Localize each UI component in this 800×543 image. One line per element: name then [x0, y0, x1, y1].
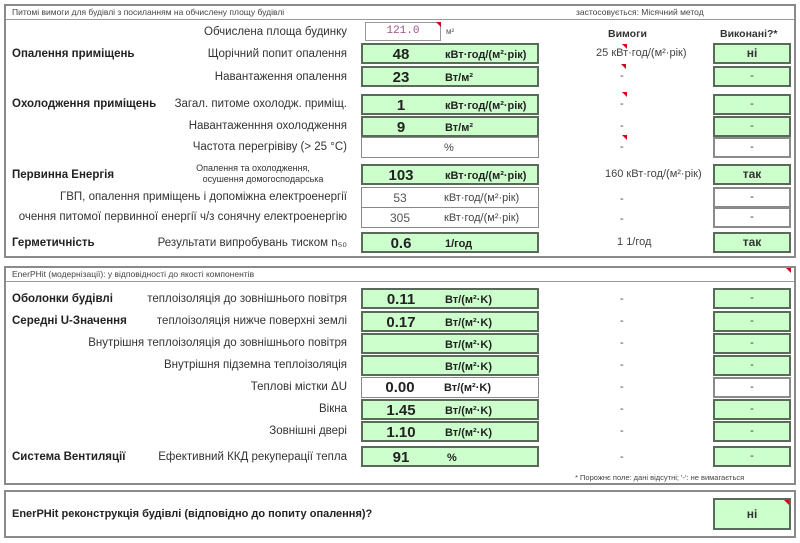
value-cell-primary-energy	[361, 164, 539, 185]
requirement-value: -	[620, 315, 624, 327]
value-cell-dhw-energy	[361, 187, 539, 208]
requirement-value: -	[620, 403, 624, 415]
section-primary-energy: Первинна Енергія	[12, 169, 115, 181]
comment-marker-icon	[622, 92, 627, 97]
label-line: осушення домогосподарська	[202, 174, 324, 184]
panel-header	[6, 6, 794, 20]
section-envelope: Оболонки будівлі	[12, 293, 113, 305]
row-label: ГВП, опалення приміщень і допоміжна електроенергії	[60, 191, 347, 203]
requirement-value: -	[620, 381, 624, 393]
unit: Вт/(м²·K)	[445, 405, 492, 417]
value: 53	[393, 191, 407, 205]
row-label: Навантаженння охолодження	[188, 120, 347, 132]
fulfilled-cell: -	[713, 187, 791, 208]
value: 1.45	[386, 402, 416, 419]
fulfilled-cell: -	[713, 137, 791, 158]
value: 0.6	[390, 235, 412, 252]
unit: %	[447, 452, 457, 464]
row-label: Теплові містки ΔU	[250, 381, 347, 393]
area-unit: м²	[446, 27, 455, 36]
value-cell-u-interior-exterior	[361, 333, 539, 354]
row-label: Частота перегрівіву (> 25 °C)	[192, 141, 347, 153]
comment-marker-icon	[622, 135, 627, 140]
value-cell-exterior-doors	[361, 421, 539, 442]
requirement-value: -	[620, 70, 624, 82]
fulfilled-cell: -	[713, 399, 791, 420]
fulfilled-header: Виконані?*	[720, 28, 778, 40]
unit: кВт·год/(м²·рік)	[444, 192, 520, 204]
unit: кВт·год/(м²·рік)	[444, 212, 520, 224]
requirement-value: -	[620, 98, 624, 110]
value-cell-solar-primary	[361, 207, 539, 228]
panel-title: Питомі вимоги для будівлі з посиланням на обчислену площу будівлі	[12, 7, 285, 17]
fulfilled-cell: -	[713, 311, 791, 332]
requirement-value: -	[620, 359, 624, 371]
unit: Вт/(м²·K)	[444, 382, 491, 394]
row-label: Ефективний ККД рекуперації тепла	[158, 451, 347, 463]
req-unit: кВт·год/(м²·рік)	[611, 47, 687, 59]
row-label: Щорічний попит опалення	[207, 48, 347, 60]
requirement-value: -	[620, 293, 624, 305]
fulfilled-cell: -	[713, 288, 791, 309]
row-label: теплоізоляція до зовнішнього повітря	[147, 293, 347, 305]
row-label: Внутрішня підземна теплоізоляція	[163, 359, 347, 371]
section-cooling: Охолодження приміщень	[12, 98, 157, 110]
requirement-value: -	[620, 141, 624, 153]
value-cell-cooling-load	[361, 116, 539, 137]
fulfilled-cell: так	[713, 232, 791, 253]
value: 103	[388, 167, 414, 184]
req-unit: кВт·год/(м²·рік)	[626, 168, 702, 180]
value: 0.00	[385, 379, 415, 396]
value: 9	[396, 119, 406, 136]
fulfilled-cell: -	[713, 94, 791, 115]
unit: %	[444, 142, 454, 154]
section-ventilation: Система Вентиляції	[12, 451, 126, 463]
value-cell-u-interior-ground	[361, 355, 539, 376]
method-label: застосовується: Місячний метод	[576, 7, 704, 17]
row-label: Навантаження опалення	[214, 71, 347, 83]
comment-marker-icon	[784, 500, 789, 505]
value-cell-u-ground	[361, 311, 539, 332]
row-label: Зовнішні двері	[269, 425, 347, 437]
value-cell-windows	[361, 399, 539, 420]
comment-marker-icon	[621, 64, 626, 69]
value-cell-heating-load	[361, 66, 539, 87]
value: 23	[392, 69, 410, 86]
value-cell-heating-demand	[361, 43, 539, 64]
value: 305	[389, 211, 411, 225]
fulfilled-cell: ні	[713, 43, 791, 64]
fulfilled-cell: -	[713, 66, 791, 87]
value: 48	[392, 46, 410, 63]
area-field[interactable]: 121.0	[365, 22, 441, 41]
fulfilled-cell: -	[713, 377, 791, 398]
fulfilled-cell: -	[713, 116, 791, 137]
area-label: Обчислена площа будинку	[204, 26, 347, 38]
unit: Вт/(м²·K)	[445, 317, 492, 329]
fulfilled-cell: -	[713, 421, 791, 442]
value: 1	[396, 97, 406, 114]
section-airtightness: Герметичність	[12, 237, 95, 249]
unit: Вт/(м²·K)	[445, 339, 492, 351]
value-cell-pressure-test	[361, 232, 539, 253]
section-uvalues: Середні U-Значення	[12, 315, 127, 327]
enerphit-result-cell: ні	[713, 498, 791, 530]
requirement-value	[605, 168, 702, 180]
requirement-value	[617, 236, 651, 248]
unit: Вт/(м²·K)	[445, 427, 492, 439]
comment-marker-icon	[436, 22, 441, 27]
fulfilled-cell: -	[713, 207, 791, 228]
section-heating: Опалення приміщень	[12, 48, 135, 60]
label-line: Опалення та охолодження,	[196, 163, 310, 173]
value: 0.17	[386, 314, 416, 331]
enerphit-question: EnerPHit реконструкція будівлі (відповідно до попиту опалення)?	[12, 508, 373, 520]
requirement-value	[596, 47, 687, 59]
requirements-header: Вимоги	[608, 28, 647, 40]
req-number: 25	[596, 47, 609, 59]
unit: Вт/(м²·K)	[445, 361, 492, 373]
requirement-value: -	[620, 213, 624, 225]
unit: 1/год	[445, 238, 473, 250]
value-cell-u-exterior	[361, 288, 539, 309]
fulfilled-cell: -	[713, 446, 791, 467]
unit: кВт·год/(м²·рік)	[445, 170, 527, 182]
row-label: теплоізоляція нижче поверхні землі	[156, 315, 347, 327]
unit: Вт/(м²·K)	[445, 294, 492, 306]
fulfilled-cell: -	[713, 333, 791, 354]
value: 0.11	[386, 291, 416, 308]
fulfilled-cell: так	[713, 164, 791, 185]
unit: Вт/м²	[445, 72, 474, 84]
footnote: * Порожнє поле: дані відсутні; '-': не вимагається	[575, 473, 745, 482]
unit: кВт·год/(м²·рік)	[445, 49, 527, 61]
row-label: очення питомої первинної енергії ч/з сонячну електроенергію	[18, 211, 347, 223]
value-cell-thermal-bridges	[361, 377, 539, 398]
value: 1.10	[386, 424, 416, 441]
panel-header	[6, 268, 794, 282]
value-cell-cooling-demand	[361, 94, 539, 115]
value: 91	[392, 449, 410, 466]
requirement-value: -	[620, 337, 624, 349]
row-label: Вікна	[318, 403, 347, 415]
requirement-value: -	[620, 193, 624, 205]
unit: Вт/м²	[445, 122, 474, 134]
value-cell-overheating	[361, 137, 539, 158]
requirement-value: -	[620, 451, 624, 463]
unit: кВт·год/(м²·рік)	[445, 100, 527, 112]
comment-marker-icon	[786, 268, 791, 273]
panel-title: EnerPHit (модернізації): у відповідності до якості компонентів	[12, 269, 255, 279]
row-label: Результати випробувань тиском n₅₀	[157, 237, 347, 249]
req-number: 160	[605, 168, 624, 180]
req-number: 1	[617, 236, 624, 248]
requirement-value: -	[620, 425, 624, 437]
row-label: Внутрішня теплоізоляція до зовнішнього повітря	[88, 337, 347, 349]
comment-marker-icon	[622, 44, 627, 49]
requirement-value: -	[620, 120, 624, 132]
row-label: Загал. питоме охолодж. приміщ.	[174, 98, 347, 110]
row-label	[168, 163, 338, 185]
fulfilled-cell: -	[713, 355, 791, 376]
value-cell-heat-recovery	[361, 446, 539, 467]
req-unit: 1/год	[626, 236, 652, 248]
